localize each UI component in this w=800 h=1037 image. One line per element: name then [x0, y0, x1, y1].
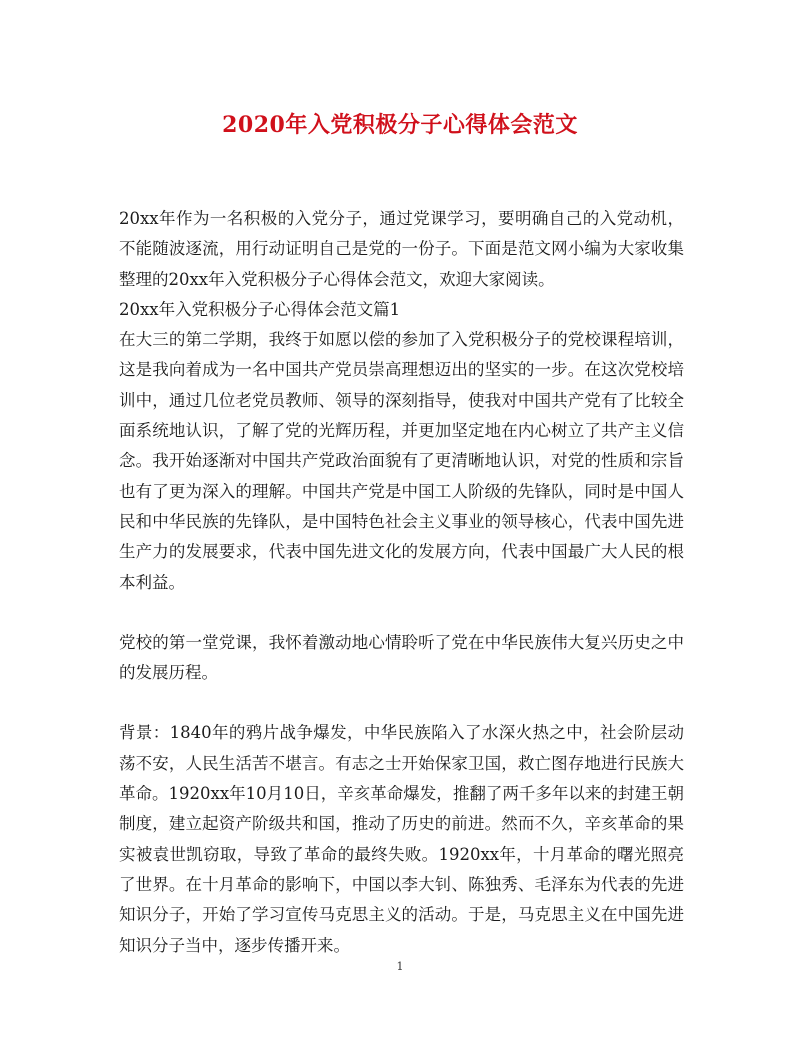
section-heading: 20xx年入党积极分子心得体会范文篇1: [119, 299, 401, 319]
page-number: 1: [396, 960, 404, 973]
page-title: 2020年入党积极分子心得体会范文: [222, 112, 578, 138]
body-paragraph-1: 在大三的第二学期，我终于如愿以偿的参加了入党积极分子的党校课程培训，这是我向着成为一名中国共产党员崇高理想迈出的坚实的一步。在这次党校培训中，通过几位老党员教师、领导的深刻指导，使我对中国共产党有了比较全面系统地认识，了解了党的光辉历程，并更加坚定地在内心树立了共产主义信念。我开始逐渐对中国共产党政治面貌有了更清晰地认识，对党的性质和宗旨也有了更为深入的理解。中国共产党是中国工人阶级的先锋队，同时是中国人民和中华民族的先锋队，是中国特色社会主义事业的领导核心，代表中国先进生产力的发展要求，代表中国先进文化的发展方向，代表中国最广大人民的根本利益。: [119, 330, 684, 592]
body-paragraph-2: 党校的第一堂党课，我怀着激动地心情聆听了党在中华民族伟大复兴历史之中的发展历程。: [119, 632, 684, 683]
document-body: [119, 204, 684, 961]
body-paragraph-3: 背景：1840年的鸦片战争爆发，中华民族陷入了水深火热之中，社会阶层动荡不安，人民生活苦不堪言。有志之士开始保家卫国，救亡图存地进行民族大革命。1920xx年10月10日，辛亥革命爆发，推翻了两千多年以来的封建王朝制度，建立起资产阶级共和国，推动了历史的前进。然而不久，辛亥革命的果实被袁世凯窃取，导致了革命的最终失败。1920xx年，十月革命的曙光照亮了世界。在十月革命的影响下，中国以李大钊、陈独秀、毛泽东为代表的先进知识分子，开始了学习宣传马克思主义的活动。于是，马克思主义在中国先进知识分子当中，逐步传播开来。: [119, 723, 684, 955]
intro-paragraph: 20xx年作为一名积极的入党分子，通过党课学习，要明确自己的入党动机，不能随波逐流，用行动证明自己是党的一份子。下面是范文网小编为大家收集整理的20xx年入党积极分子心得体会范文，欢迎大家阅读。: [119, 209, 684, 289]
